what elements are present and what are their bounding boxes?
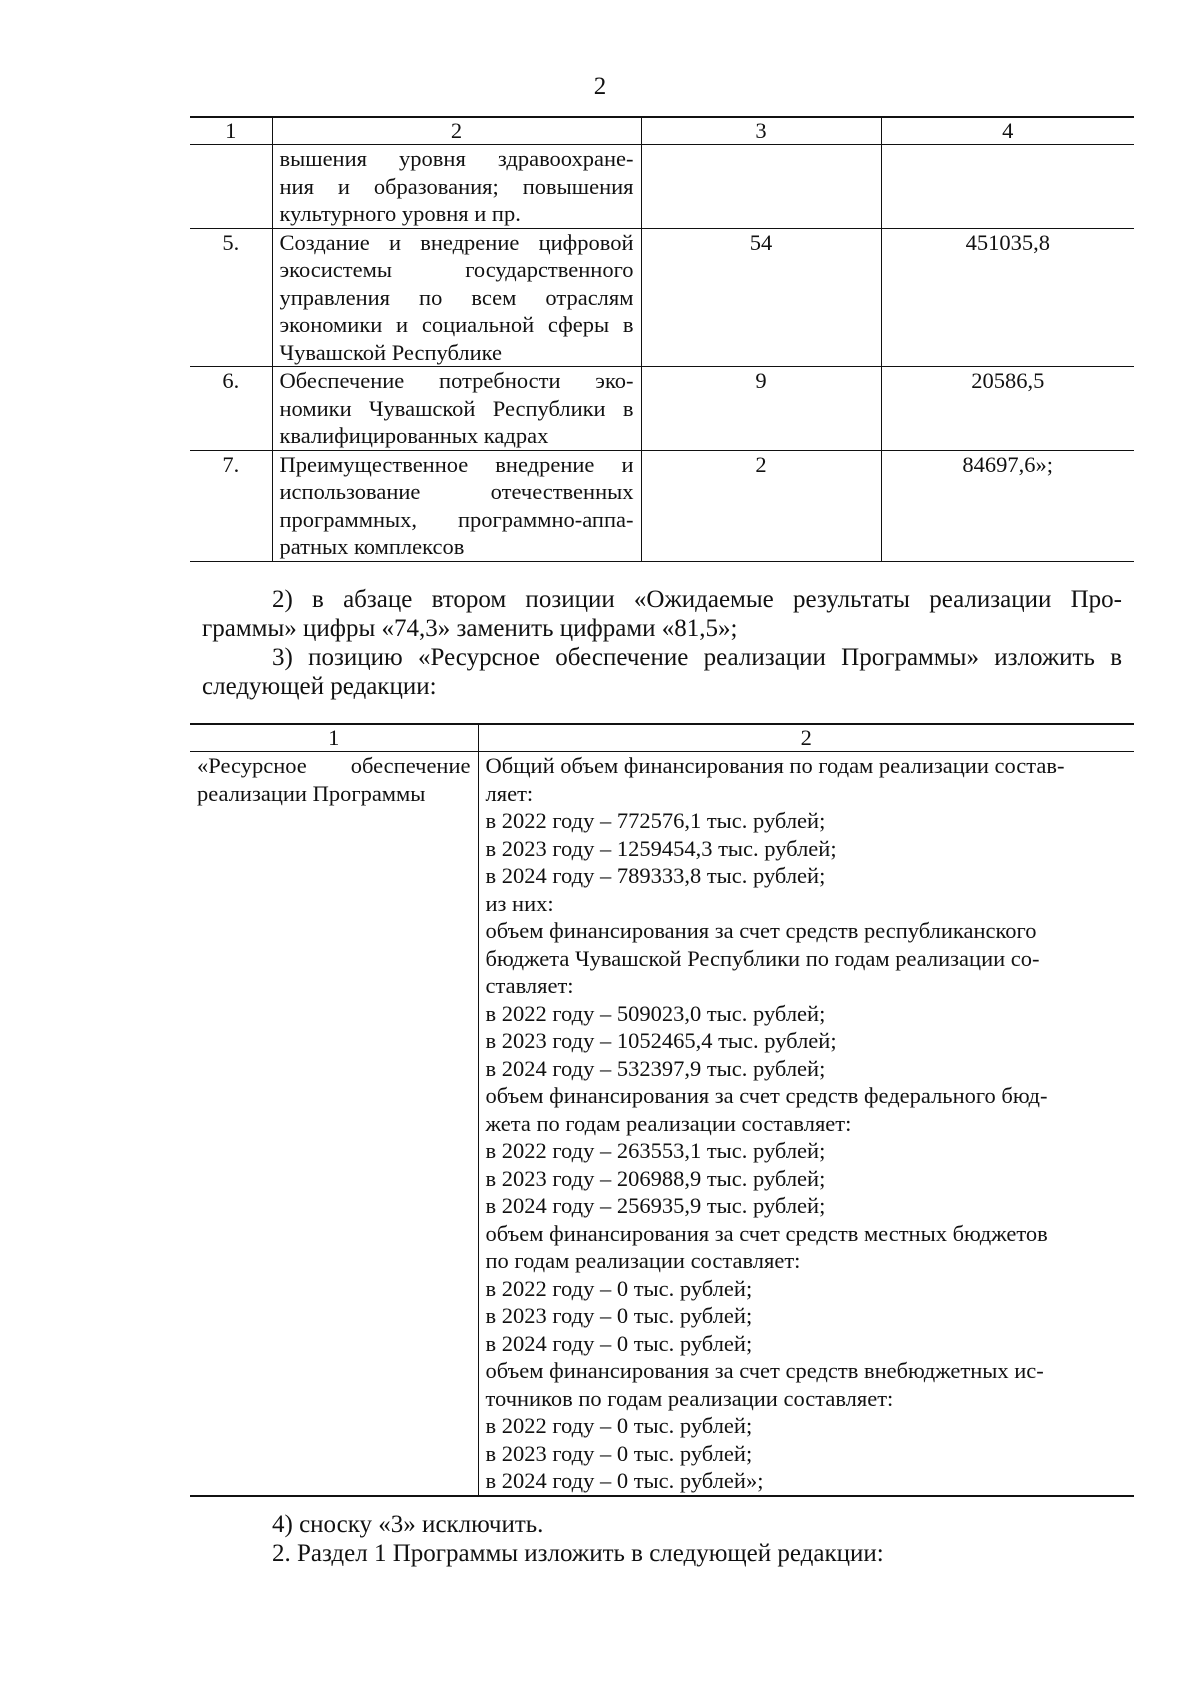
text-line: Преимущественное внедрение и	[279, 451, 634, 477]
table-row	[190, 752, 1134, 1496]
row-description	[272, 145, 641, 229]
paragraph-line: граммы» цифры «74,3» заменить цифрами «81,5»;	[202, 615, 738, 642]
row-count	[641, 145, 881, 229]
resource-line: в 2022 году – 263553,1 тыс. рублей;	[485, 1138, 826, 1163]
text-line: экосистемы государственного	[279, 257, 634, 282]
table-row	[190, 228, 1134, 367]
table-row	[190, 145, 1134, 229]
row-number	[190, 145, 272, 229]
row-amount: 84697,6»;	[881, 450, 1134, 561]
paragraph-line: 4) сноску «3» исключить.	[272, 1511, 544, 1538]
resource-line: ставляет:	[485, 973, 574, 998]
row-count: 9	[641, 367, 881, 451]
table-header-row	[190, 724, 1134, 752]
text-line: культурного уровня и пр.	[279, 201, 521, 226]
text-line: программных, программно-аппа-	[279, 506, 634, 532]
column-header: 1	[190, 724, 478, 752]
resource-line: из них:	[485, 890, 554, 916]
resource-line: по годам реализации составляет:	[485, 1248, 801, 1273]
resource-line: бюджета Чувашской Республики по годам реализации со-	[485, 945, 1040, 971]
text-line: квалифицированных кадрах	[279, 423, 549, 448]
column-header: 4	[881, 117, 1134, 145]
resource-line: в 2023 году – 206988,9 тыс. рублей;	[485, 1165, 826, 1191]
resource-line: объем финансирования за счет средств федерального бюд-	[485, 1083, 1048, 1108]
text-line: Создание и внедрение цифровой	[279, 229, 634, 255]
text-line: ратных комплексов	[279, 534, 465, 559]
resource-line: в 2023 году – 1052465,4 тыс. рублей;	[485, 1028, 837, 1053]
row-number: 6.	[190, 367, 272, 451]
row-number: 5.	[190, 228, 272, 367]
row-description	[272, 450, 641, 561]
text-line: управления по всем отраслям	[279, 284, 634, 310]
row-count: 2	[641, 450, 881, 561]
paragraph-line: 3) позицию «Ресурсное обеспечение реализации Программы» изложить в	[272, 644, 1122, 671]
resource-line: в 2022 году – 0 тыс. рублей;	[485, 1275, 753, 1301]
resource-line: объем финансирования за счет средств внебюджетных ис-	[485, 1358, 1044, 1383]
resource-line: в 2022 году – 772576,1 тыс. рублей;	[485, 808, 826, 833]
resource-line: в 2024 году – 256935,9 тыс. рублей;	[485, 1193, 826, 1218]
results-table	[190, 116, 1134, 562]
resource-line: в 2024 году – 0 тыс. рублей;	[485, 1330, 753, 1356]
resource-content	[478, 752, 1134, 1496]
column-header: 1	[190, 117, 272, 145]
resource-line: точников по годам реализации составляет:	[485, 1385, 894, 1411]
text-line: вышения уровня здравоохране-	[279, 146, 634, 171]
paragraph-item-4	[202, 1510, 1122, 1539]
resource-line: в 2023 году – 1259454,3 тыс. рублей;	[485, 835, 837, 861]
table-row	[190, 367, 1134, 451]
table-row	[190, 450, 1134, 561]
paragraph-line: 2) в абзаце втором позиции «Ожидаемые результаты реализации Про-	[272, 586, 1122, 613]
page-number: 2	[593, 73, 607, 100]
row-amount: 20586,5	[881, 367, 1134, 451]
paragraph-section-2	[202, 1539, 1122, 1568]
text-line: использование отечественных	[279, 479, 634, 504]
resource-table	[190, 723, 1134, 1497]
paragraph-item-3	[202, 643, 1122, 701]
text-line: номики Чувашской Республики в	[279, 395, 634, 421]
column-header: 3	[641, 117, 881, 145]
column-header: 2	[272, 117, 641, 145]
resource-line: ляет:	[485, 780, 534, 806]
text-line: экономики и социальной сферы в	[279, 312, 634, 337]
text-line: ния и образования; повышения	[279, 173, 634, 199]
label-line: реализации Программы	[197, 780, 426, 806]
text-line: Чувашской Республике	[279, 339, 502, 365]
paragraph-line: 2. Раздел 1 Программы изложить в следующей редакции:	[272, 1540, 884, 1567]
resource-line: в 2024 году – 532397,9 тыс. рублей;	[485, 1055, 826, 1081]
row-count: 54	[641, 228, 881, 367]
row-amount: 451035,8	[881, 228, 1134, 367]
resource-label	[190, 752, 478, 1496]
table-header-row	[190, 117, 1134, 145]
resource-line: в 2024 году – 0 тыс. рублей»;	[485, 1468, 764, 1493]
resource-line: в 2024 году – 789333,8 тыс. рублей;	[485, 863, 826, 888]
label-line: «Ресурсное обеспечение	[197, 753, 471, 778]
resource-line: Общий объем финансирования по годам реализации состав-	[485, 753, 1065, 778]
paragraph-line: следующей редакции:	[202, 673, 437, 700]
row-description	[272, 367, 641, 451]
resource-line: объем финансирования за счет средств республиканского	[485, 918, 1037, 943]
resource-line: жета по годам реализации составляет:	[485, 1110, 852, 1136]
resource-line: объем финансирования за счет средств местных бюджетов	[485, 1220, 1048, 1246]
resource-line: в 2022 году – 0 тыс. рублей;	[485, 1413, 753, 1438]
row-description	[272, 228, 641, 367]
resource-line: в 2022 году – 509023,0 тыс. рублей;	[485, 1000, 826, 1026]
paragraph-item-2	[202, 585, 1122, 643]
text-line: Обеспечение потребности эко-	[279, 368, 634, 393]
row-amount	[881, 145, 1134, 229]
resource-line: в 2023 году – 0 тыс. рублей;	[485, 1303, 753, 1328]
column-header: 2	[478, 724, 1134, 752]
row-number: 7.	[190, 450, 272, 561]
resource-line: в 2023 году – 0 тыс. рублей;	[485, 1440, 753, 1466]
